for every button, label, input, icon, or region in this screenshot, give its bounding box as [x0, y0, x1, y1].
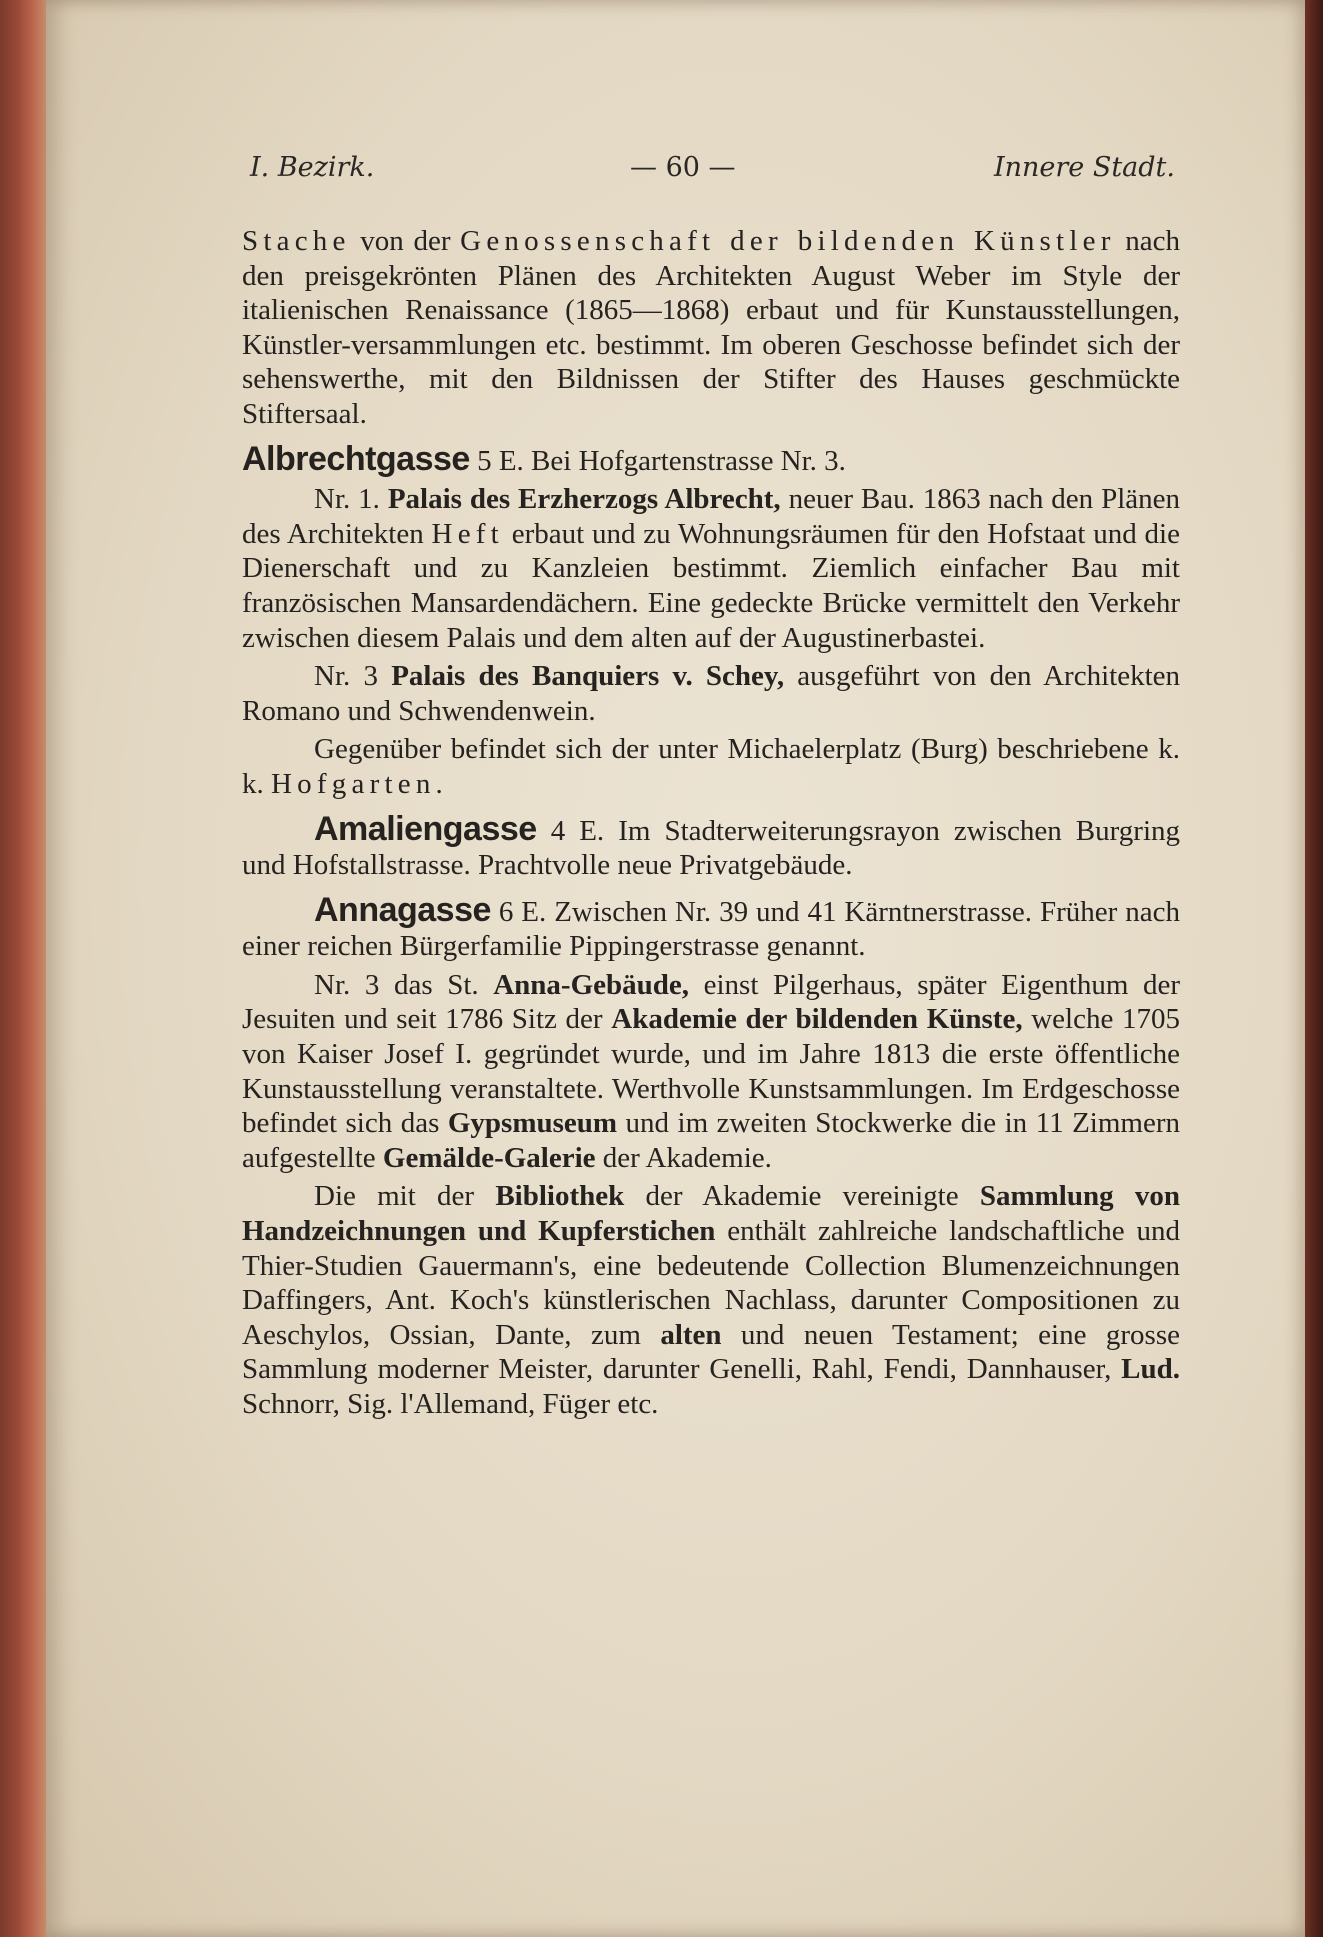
bold-text: Akademie der bildenden Künste, — [611, 1003, 1023, 1036]
page-body — [242, 224, 1180, 1426]
header-section: Innere Stadt. — [993, 152, 1175, 183]
bold-text: Palais des Erzherzogs Albrecht, — [387, 483, 781, 516]
body-text: und im zweiten Stockwerke die in 11 Zimmern aufgestellte — [242, 1107, 1180, 1174]
paragraph-kuenstlerhaus — [242, 224, 1180, 432]
paragraph-bibliothek — [242, 1179, 1180, 1421]
bold-text: Gypsmuseum — [447, 1107, 618, 1140]
page-number: — 60 — — [630, 152, 736, 183]
body-text: nach den preisgekrönten Plänen des Architekten August Weber im Style der italienischen Renaissance (1865—1868) erbaut und für Kunstausstellungen, Künstler-versammlungen etc. bestimmt. Im oberen Geschosse befindet sich der sehenswerthe, mit den Bildnissen der Stifter des Hauses geschmückte Stiftersaal. — [242, 225, 1181, 430]
entry-annagasse — [242, 890, 1180, 964]
bold-text: Sammlung von Handzeichnungen und Kupferstichen — [242, 1180, 1181, 1248]
bold-text: Gemälde-Galerie — [382, 1141, 596, 1174]
bold-text: alten — [660, 1318, 722, 1351]
body-text: Nr. 1. — [314, 483, 388, 516]
body-text: erbaut und zu Wohnungsräumen für den Hofstaat und die Dienerschaft und zu Kanzleien bestimmt. Ziemlich einfacher Bau mit französischen Mansardendächern. Eine gedeckte Brücke vermittelt den Verkehr zwischen diesem Palais und dem alten auf der Augustinerbastei. — [242, 517, 1180, 654]
spaced-text: Heft — [431, 517, 504, 550]
bold-text: Lud. — [1121, 1353, 1180, 1386]
bold-text: Bibliothek — [495, 1180, 625, 1213]
running-header — [250, 152, 1175, 192]
spaced-text: Hofgarten — [271, 767, 436, 800]
body-text: Nr. 3 das St. — [314, 968, 494, 1001]
street-heading: Amaliengasse — [314, 809, 537, 848]
paragraph-anna-gebaeude — [242, 968, 1180, 1176]
spaced-text: Genossenschaft der bildenden Künstler — [460, 225, 1116, 257]
body-text: der Akademie vereinigte — [624, 1180, 980, 1213]
body-text: und neuen Testament; eine grosse Sammlung moderner Meister, darunter Genelli, Rahl, Fendi, Dannhauser, — [242, 1318, 1180, 1386]
body-text: enthält zahlreiche landschaftliche und Thier-Studien Gauermann's, eine bedeutende Collection Blumenzeichnungen Daffingers, Ant. Koch's künstlerischen Nachlass, darunter Compositionen zu Aeschylos, Ossian, Dante, zum — [242, 1215, 1180, 1351]
paragraph-palais-albrecht — [242, 482, 1180, 655]
book-spine — [0, 0, 46, 1937]
body-text: von der — [350, 225, 461, 257]
bold-text: Palais des Banquiers v. Schey, — [391, 660, 785, 693]
body-text: 5 E. Bei Hofgartenstrasse Nr. 3. — [469, 444, 846, 477]
body-text: Schnorr, Sig. l'Allemand, Füger etc. — [242, 1388, 659, 1420]
header-district: I. Bezirk. — [250, 152, 375, 183]
body-text: einst Pilgerhaus, später Eigenthum der Jesuiten und seit 1786 Sitz der — [242, 968, 1180, 1036]
book-cover-edge — [1305, 0, 1323, 1937]
spaced-text: Stache — [242, 225, 351, 257]
street-heading: Albrechtgasse — [242, 439, 470, 478]
body-text: . — [435, 767, 443, 800]
entry-albrechtgasse — [242, 439, 1180, 479]
body-text: Die mit der — [314, 1180, 496, 1213]
body-text: neuer Bau. 1863 nach den Plänen des Architekten — [242, 483, 1180, 550]
street-heading: Annagasse — [314, 890, 491, 929]
body-text: 6 E. Zwischen Nr. 39 und 41 Kärntnerstrasse. Früher nach einer reichen Bürgerfamilie Pippingerstrasse genannt. — [242, 895, 1180, 963]
body-text: Gegenüber befindet sich der unter Michaelerplatz (Burg) beschriebene k. k. — [242, 733, 1180, 800]
bold-text: Anna-Gebäude, — [493, 968, 690, 1001]
body-text: 4 E. Im Stadterweiterungsrayon zwischen Burgring und Hofstallstrasse. Prachtvolle neue Privatgebäude. — [242, 814, 1180, 882]
body-text: ausgeführt von den Architekten Romano und Schwendenwein. — [242, 660, 1181, 727]
paragraph-hofgarten — [242, 732, 1180, 801]
paragraph-palais-schey — [242, 659, 1180, 728]
body-text: welche 1705 von Kaiser Josef I. gegründet wurde, und im Jahre 1813 die erste öffentliche Kunstausstellung veranstaltete. Werthvolle Kunstsammlungen. Im Erdgeschosse befindet sich das — [242, 1003, 1181, 1140]
entry-amaliengasse — [242, 809, 1180, 883]
body-text: der Akademie. — [595, 1141, 772, 1174]
body-text: Nr. 3 — [314, 660, 392, 693]
